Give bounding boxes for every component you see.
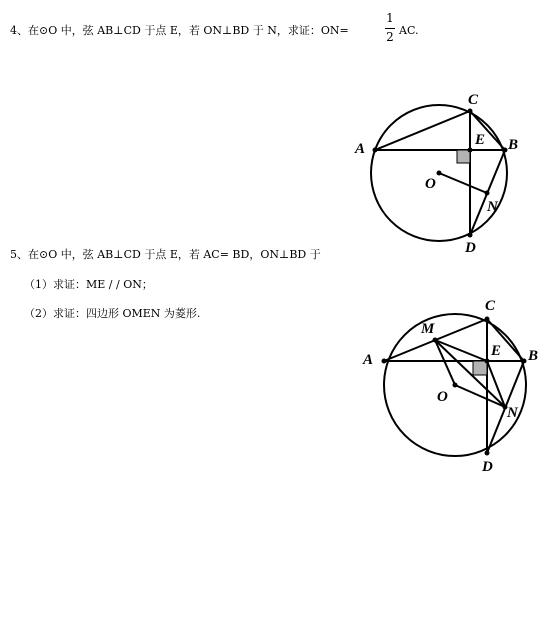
label-c-2: C (485, 298, 496, 314)
fraction-numerator: 1 (386, 11, 394, 25)
label-b: B (508, 137, 519, 153)
label-n-2: N (507, 405, 518, 421)
point-b (503, 148, 508, 153)
point-a-2 (382, 359, 387, 364)
segment-on (439, 173, 487, 193)
problem4-number: 4、 (10, 24, 28, 37)
label-d-2: D (482, 459, 493, 475)
problem5-text: 在⊙O 中，弦 AB⊥CD 于点 E，若 AC= BD，ON⊥BD 于 (28, 248, 321, 261)
point-b-2 (522, 359, 527, 364)
point-m (433, 338, 438, 343)
label-b-2: B (528, 348, 539, 364)
figure4-points (373, 109, 508, 238)
label-d: D (465, 240, 476, 256)
problem4-text-after: AC. (399, 24, 419, 37)
segment-ac (375, 111, 470, 150)
label-e: E (475, 132, 486, 148)
problem5-part1: （1）求证：ME / / ON； (24, 278, 153, 291)
right-angle-marker-2 (473, 361, 487, 375)
problem5-number: 5、 (10, 248, 28, 261)
label-a-2: A (363, 352, 374, 368)
point-n (485, 191, 490, 196)
figure5-labels (362, 298, 538, 475)
point-o-2 (453, 383, 458, 388)
fraction-denominator: 2 (386, 30, 394, 44)
label-m: M (421, 321, 435, 337)
figure4-labels (354, 92, 518, 256)
point-a (373, 148, 378, 153)
label-c: C (468, 92, 479, 108)
point-c-2 (485, 317, 490, 322)
right-angle-marker (457, 150, 470, 163)
label-n: N (487, 199, 498, 215)
label-e-2: E (491, 343, 502, 359)
label-a: A (355, 141, 366, 157)
point-d-2 (485, 451, 490, 456)
label-o: O (425, 176, 436, 192)
problem5-part2: （2）求证：四边形 OMEN 为菱形. (24, 307, 201, 320)
point-c (468, 109, 473, 114)
point-d (468, 233, 473, 238)
label-o-2: O (437, 389, 448, 405)
problem4-text: 在⊙O 中，弦 AB⊥CD 于点 E，若 ON⊥BD 于 N，求证：ON= (28, 24, 349, 37)
point-o (437, 171, 442, 176)
point-e-2 (485, 359, 490, 364)
point-e (468, 148, 473, 153)
